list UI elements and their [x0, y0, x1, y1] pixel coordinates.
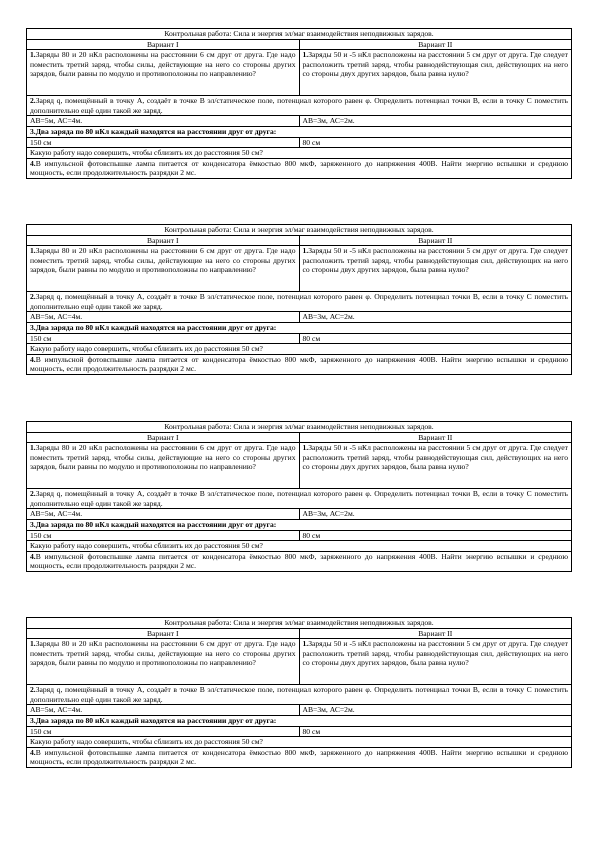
- question-3: [27, 715, 572, 726]
- variant-2-header: Вариант II: [299, 628, 572, 639]
- question-2-variant-2-data: АВ=3м, АС=2м.: [299, 509, 572, 520]
- question-3: [27, 126, 572, 137]
- test-table: [26, 28, 572, 179]
- question-text: Два заряда по 80 нКл каждый находятся на расстоянии друг от друга:: [35, 126, 277, 136]
- question-1-variant-1: [27, 50, 300, 96]
- question-text: Заряд q, помещённый в точку А, создаёт в точке В эл/статическое поле, потенциал которого равен φ. Определить потенциал точки В, если в точку С поместить дополнительно ещё один такой же заряд.: [30, 489, 568, 508]
- question-2-variant-1-data: АВ=5м, АС=4м.: [27, 312, 300, 323]
- question-2-variant-2-data: АВ=3м, АС=2м.: [299, 705, 572, 716]
- question-text: Заряд q, помещённый в точку А, создаёт в точке В эл/статическое поле, потенциал которого равен φ. Определить потенциал точки В, если в точку С поместить дополнительно ещё один такой же заряд.: [30, 685, 568, 704]
- question-2-variant-2-data: АВ=3м, АС=2м.: [299, 312, 572, 323]
- question-1-variant-2: [299, 246, 572, 292]
- question-1-variant-2: [299, 50, 572, 96]
- question-text: Заряды 50 и -5 нКл расположены на расстоянии 5 см друг от друга. Где следует расположить третий заряд, чтобы равнодействующая сил, действующих на него со стороны двух других зарядов, была равна нулю?: [302, 443, 568, 472]
- test-title: Контрольная работа: Сила и энергия эл/маг взаимодействия неподвижных зарядов.: [27, 422, 572, 433]
- question-text: Заряды 50 и -5 нКл расположены на расстоянии 5 см друг от друга. Где следует расположить третий заряд, чтобы равнодействующая сил, действующих на него со стороны двух других зарядов, была равна нулю?: [302, 639, 568, 668]
- question-text: Заряд q, помещённый в точку А, создаёт в точке В эл/статическое поле, потенциал которого равен φ. Определить потенциал точки В, если в точку С поместить дополнительно ещё один такой же заряд.: [30, 96, 568, 115]
- question-1-variant-2: [299, 639, 572, 685]
- question-3-variant-2-data: 80 см: [299, 726, 572, 737]
- test-card: [26, 617, 572, 768]
- question-text: Заряды 80 и 20 нКл расположены на расстоянии 6 см друг от друга. Где надо поместить третий заряд, чтобы силы, действующие на него со стороны других зарядов, были равны по модулю и противоположны по направлению?: [30, 246, 296, 275]
- question-text: В импульсной фотовспышке лампа питается от конденсатора ёмкостью 800 мкФ, заряженного до напряжения 400В. Найти энергию вспышки и среднюю мощность, если продолжительность разрядки 2 мс.: [30, 354, 568, 374]
- question-number: 3.: [30, 126, 36, 136]
- test-title: Контрольная работа: Сила и энергия эл/маг взаимодействия неподвижных зарядов.: [27, 618, 572, 629]
- question-text: Два заряда по 80 нКл каждый находятся на расстоянии друг от друга:: [35, 715, 277, 725]
- question-number: 3.: [30, 715, 36, 725]
- question-text: Заряды 80 и 20 нКл расположены на расстоянии 6 см друг от друга. Где надо поместить третий заряд, чтобы силы, действующие на него со стороны других зарядов, были равны по модулю и противоположны по направлению?: [30, 639, 296, 668]
- question-text: В импульсной фотовспышке лампа питается от конденсатора ёмкостью 800 мкФ, заряженного до напряжения 400В. Найти энергию вспышки и среднюю мощность, если продолжительность разрядки 2 мс.: [30, 747, 568, 767]
- question-number: 2.: [30, 96, 36, 106]
- question-text: Заряды 80 и 20 нКл расположены на расстоянии 6 см друг от друга. Где надо поместить третий заряд, чтобы силы, действующие на него со стороны других зарядов, были равны по модулю и противоположны по направлению?: [30, 50, 296, 79]
- question-number: 1.: [30, 639, 36, 649]
- question-2: [27, 685, 572, 705]
- question-text: Заряды 80 и 20 нКл расположены на расстоянии 6 см друг от друга. Где надо поместить третий заряд, чтобы силы, действующие на него со стороны других зарядов, были равны по модулю и противоположны по направлению?: [30, 443, 296, 472]
- question-2: [27, 292, 572, 312]
- question-number: 1.: [302, 443, 309, 453]
- question-number: 2.: [30, 292, 36, 302]
- question-number: 4.: [30, 158, 36, 168]
- variant-1-header: Вариант I: [27, 432, 300, 443]
- question-number: 4.: [30, 747, 36, 757]
- question-1-variant-1: [27, 443, 300, 489]
- question-number: 1.: [30, 443, 36, 453]
- question-2-variant-1-data: АВ=5м, АС=4м.: [27, 705, 300, 716]
- question-number: 3.: [30, 322, 36, 332]
- test-card: [26, 421, 572, 572]
- question-3-variant-2-data: 80 см: [299, 137, 572, 148]
- question-4: [27, 354, 572, 374]
- question-3-variant-1-data: 150 см: [27, 726, 300, 737]
- question-number: 1.: [302, 50, 309, 60]
- question-number: 1.: [30, 50, 36, 60]
- variant-2-header: Вариант II: [299, 432, 572, 443]
- question-text: Заряды 50 и -5 нКл расположены на расстоянии 5 см друг от друга. Где следует расположить третий заряд, чтобы равнодействующая сил, действующих на него со стороны двух других зарядов, была равна нулю?: [302, 246, 568, 275]
- question-3: [27, 519, 572, 530]
- question-number: 1.: [302, 639, 309, 649]
- test-table: [26, 224, 572, 375]
- question-2: [27, 96, 572, 116]
- question-3-variant-1-data: 150 см: [27, 137, 300, 148]
- variant-2-header: Вариант II: [299, 39, 572, 50]
- question-number: 4.: [30, 354, 36, 364]
- question-text: В импульсной фотовспышке лампа питается от конденсатора ёмкостью 800 мкФ, заряженного до напряжения 400В. Найти энергию вспышки и среднюю мощность, если продолжительность разрядки 2 мс.: [30, 158, 568, 178]
- variant-1-header: Вариант I: [27, 235, 300, 246]
- test-card: [26, 224, 572, 375]
- question-3-variant-1-data: 150 см: [27, 333, 300, 344]
- question-4: [27, 551, 572, 571]
- question-number: 2.: [30, 489, 36, 499]
- question-3-tail: Какую работу надо совершить, чтобы сблизить их до расстояния 50 см?: [27, 148, 572, 159]
- question-1-variant-2: [299, 443, 572, 489]
- variant-1-header: Вариант I: [27, 39, 300, 50]
- question-text: Заряд q, помещённый в точку А, создаёт в точке В эл/статическое поле, потенциал которого равен φ. Определить потенциал точки В, если в точку С поместить дополнительно ещё один такой же заряд.: [30, 292, 568, 311]
- question-text: В импульсной фотовспышке лампа питается от конденсатора ёмкостью 800 мкФ, заряженного до напряжения 400В. Найти энергию вспышки и среднюю мощность, если продолжительность разрядки 2 мс.: [30, 551, 568, 571]
- test-title: Контрольная работа: Сила и энергия эл/маг взаимодействия неподвижных зарядов.: [27, 225, 572, 236]
- question-2-variant-1-data: АВ=5м, АС=4м.: [27, 509, 300, 520]
- test-card: [26, 28, 572, 179]
- test-title: Контрольная работа: Сила и энергия эл/маг взаимодействия неподвижных зарядов.: [27, 29, 572, 40]
- question-3-variant-2-data: 80 см: [299, 333, 572, 344]
- question-3: [27, 322, 572, 333]
- question-number: 3.: [30, 519, 36, 529]
- question-3-variant-2-data: 80 см: [299, 530, 572, 541]
- question-1-variant-1: [27, 639, 300, 685]
- variant-1-header: Вариант I: [27, 628, 300, 639]
- question-1-variant-1: [27, 246, 300, 292]
- question-2: [27, 489, 572, 509]
- question-text: Два заряда по 80 нКл каждый находятся на расстоянии друг от друга:: [35, 519, 277, 529]
- question-2-variant-2-data: АВ=3м, АС=2м.: [299, 116, 572, 127]
- question-3-tail: Какую работу надо совершить, чтобы сблизить их до расстояния 50 см?: [27, 344, 572, 355]
- question-number: 2.: [30, 685, 36, 695]
- test-table: [26, 617, 572, 768]
- question-2-variant-1-data: АВ=5м, АС=4м.: [27, 116, 300, 127]
- question-text: Заряды 50 и -5 нКл расположены на расстоянии 5 см друг от друга. Где следует расположить третий заряд, чтобы равнодействующая сил, действующих на него со стороны двух других зарядов, была равна нулю?: [302, 50, 568, 79]
- test-table: [26, 421, 572, 572]
- question-number: 1.: [30, 246, 36, 256]
- question-3-tail: Какую работу надо совершить, чтобы сблизить их до расстояния 50 см?: [27, 737, 572, 748]
- question-text: Два заряда по 80 нКл каждый находятся на расстоянии друг от друга:: [35, 322, 277, 332]
- question-4: [27, 158, 572, 178]
- question-number: 4.: [30, 551, 36, 561]
- question-4: [27, 747, 572, 767]
- question-3-tail: Какую работу надо совершить, чтобы сблизить их до расстояния 50 см?: [27, 541, 572, 552]
- variant-2-header: Вариант II: [299, 235, 572, 246]
- question-number: 1.: [302, 246, 309, 256]
- question-3-variant-1-data: 150 см: [27, 530, 300, 541]
